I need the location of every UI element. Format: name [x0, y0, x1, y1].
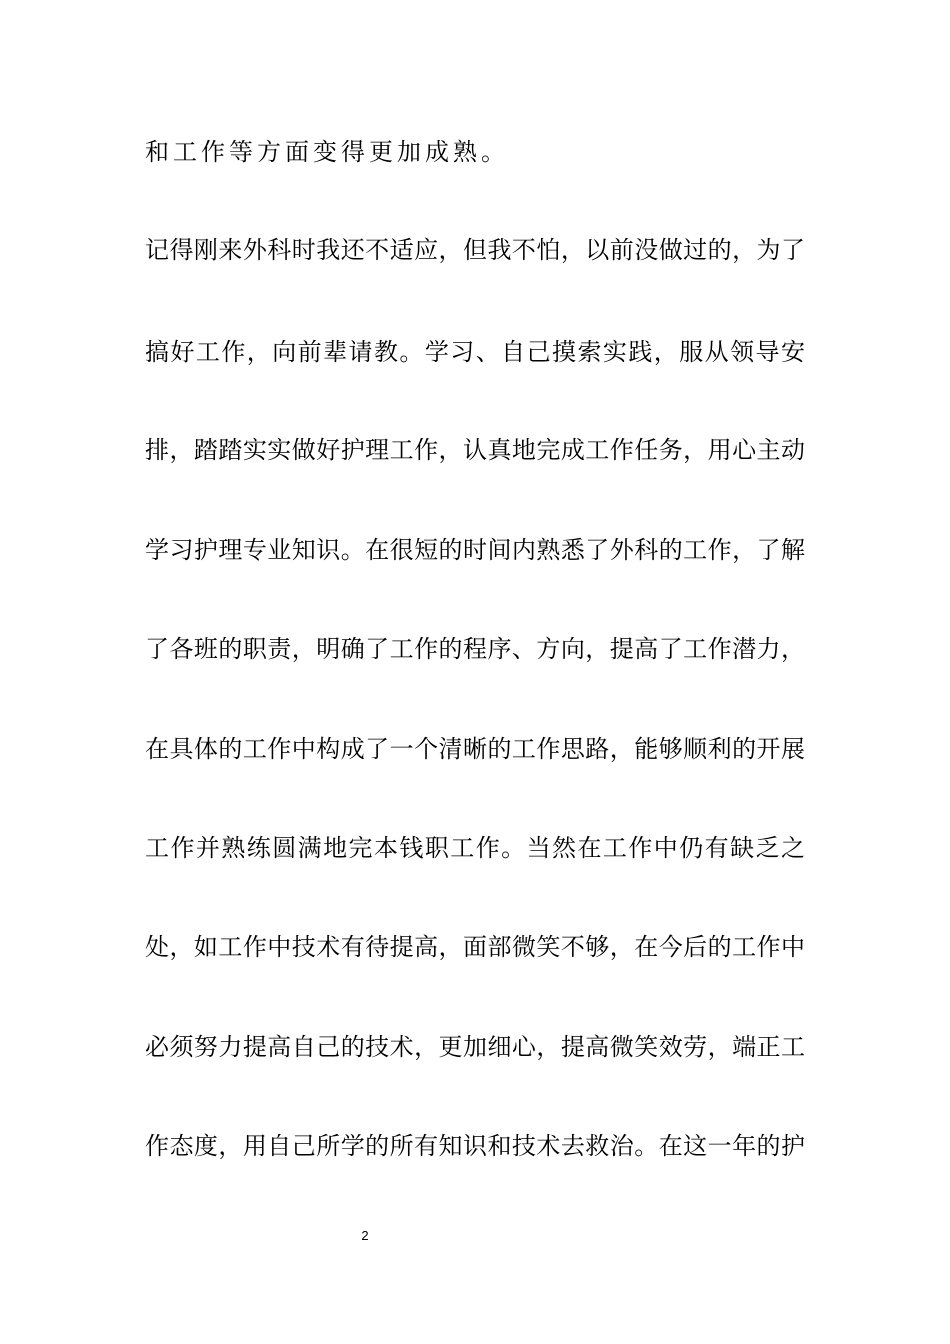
text-line-11: 作态度，用自己所学的所有知识和技术去救治。在这一年的护	[145, 1132, 805, 1160]
text-line-10: 必须努力提高自己的技术，更加细心，提高微笑效劳，端正工	[145, 1033, 805, 1061]
text-line-5: 学习护理专业知识。在很短的时间内熟悉了外科的工作，了解	[145, 536, 805, 564]
text-line-1: 和工作等方面变得更加成熟。	[145, 138, 509, 166]
text-line-9: 处，如工作中技术有待提高，面部微笑不够，在今后的工作中	[145, 933, 805, 961]
text-line-8: 工作并熟练圆满地完本钱职工作。当然在工作中仍有缺乏之	[145, 834, 805, 862]
text-line-6: 了各班的职责，明确了工作的程序、方向，提高了工作潜力，	[145, 635, 805, 663]
page-number: 2	[361, 1228, 369, 1243]
text-line-7: 在具体的工作中构成了一个清晰的工作思路，能够顺利的开展	[145, 735, 805, 763]
text-line-4: 排，踏踏实实做好护理工作，认真地完成工作任务，用心主动	[145, 436, 805, 464]
text-line-2: 记得刚来外科时我还不适应，但我不怕，以前没做过的，为了	[145, 236, 805, 264]
text-line-3: 搞好工作，向前辈请教。学习、自己摸索实践，服从领导安	[145, 338, 805, 366]
